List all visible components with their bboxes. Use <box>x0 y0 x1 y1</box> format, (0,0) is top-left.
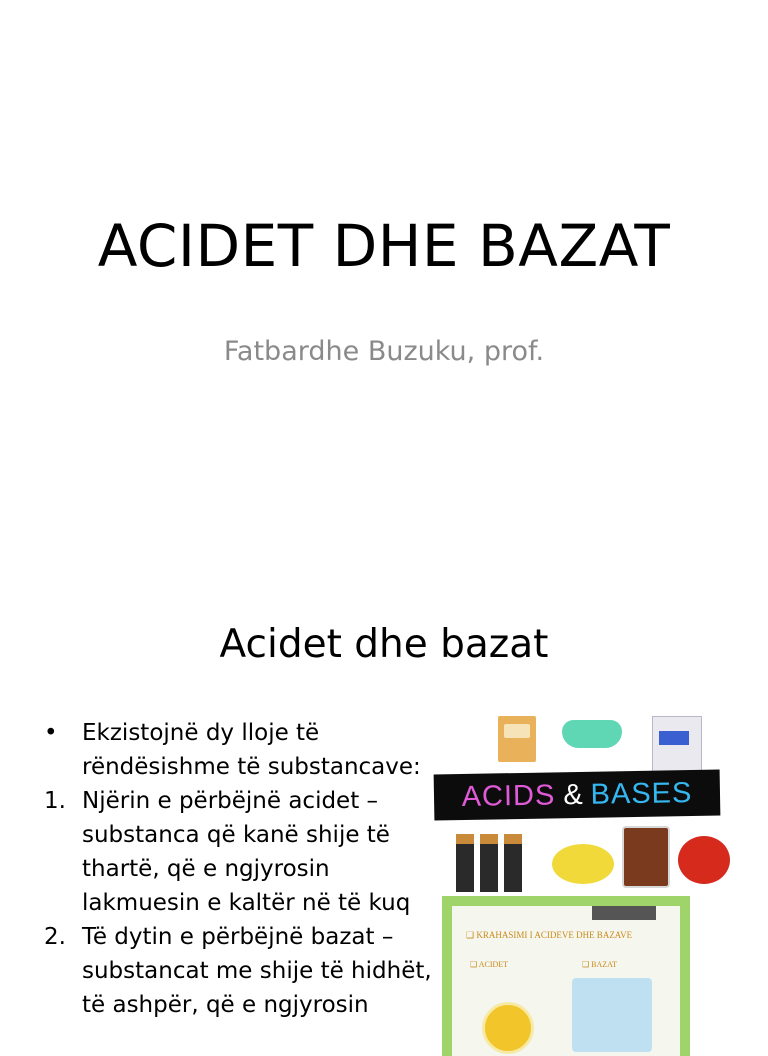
toothpaste-image <box>562 720 622 748</box>
content-slide <box>0 576 768 1024</box>
slide-title: ACIDET DHE BAZAT <box>97 212 671 280</box>
bullet-marker: • <box>44 720 58 746</box>
comparison-card <box>452 906 680 1056</box>
item-line: lakmuesin e kaltër në të kuq <box>82 890 411 916</box>
bullet-line: Ekzistojnë dy lloje të <box>82 720 320 746</box>
numbered-item <box>44 920 434 1022</box>
item-line: Njërin e përbëjnë acidet – <box>82 788 379 814</box>
battery-image <box>456 834 474 892</box>
numbered-item <box>44 784 434 920</box>
slide-title: Acidet dhe bazat <box>219 622 549 667</box>
acids-bases-banner <box>434 770 721 821</box>
item-line: substanca që kanë shije të <box>82 822 390 848</box>
lemon-image <box>552 844 614 884</box>
battery-image <box>504 834 522 892</box>
baking-soda-box-image <box>498 716 536 762</box>
item-line: të ashpër, që e ngjyrosin <box>82 992 369 1018</box>
cola-glass-image <box>622 826 670 888</box>
beaker-image <box>572 978 652 1052</box>
banner-acids-word: ACIDS <box>461 778 556 813</box>
acids-bases-image <box>432 716 722 886</box>
item-line: substancat me shije të hidhët, <box>82 958 432 984</box>
card-label-bases: ❑ BAZAT <box>582 960 617 969</box>
bullet-item <box>44 716 434 784</box>
card-tab <box>592 906 656 920</box>
item-line: Të dytin e përbëjnë bazat – <box>82 924 394 950</box>
card-title: ❑ KRAHASIMI I ACIDEVE DHE BAZAVE <box>466 930 633 940</box>
slide-subtitle: Fatbardhe Buzuku, prof. <box>223 336 545 367</box>
card-label-acids: ❑ ACIDET <box>470 960 509 969</box>
lemon-slice-image <box>482 1002 534 1054</box>
bullet-list <box>44 716 434 1022</box>
number-marker: 1. <box>44 788 66 814</box>
bullet-line: rëndësishme të substancave: <box>82 754 421 780</box>
tomato-image <box>678 836 730 884</box>
cleaner-bottle-image <box>652 716 702 772</box>
comparison-image <box>442 896 690 1056</box>
banner-ampersand: & <box>562 778 583 811</box>
banner-bases-word: BASES <box>590 776 693 811</box>
battery-image <box>480 834 498 892</box>
item-line: thartë, që e ngjyrosin <box>82 856 330 882</box>
number-marker: 2. <box>44 924 66 950</box>
